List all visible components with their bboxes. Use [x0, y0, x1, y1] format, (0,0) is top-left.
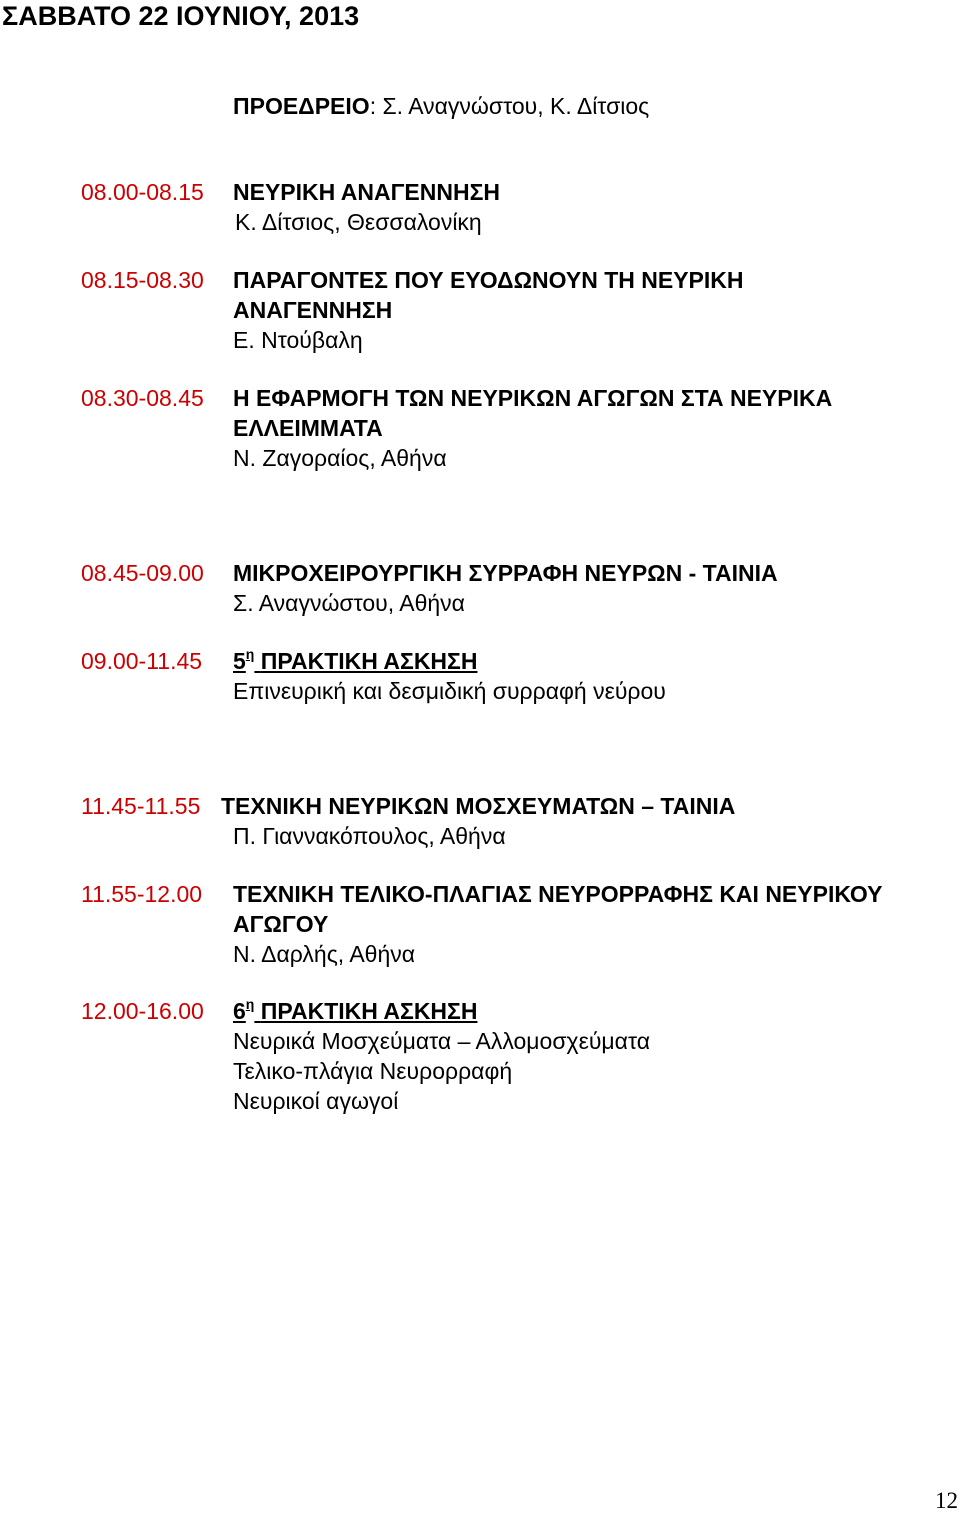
session-speaker: Ν. Ζαγοραίος, Αθήνα	[233, 445, 447, 471]
session-content	[233, 879, 958, 969]
session-title: Η ΕΦΑΡΜΟΓΗ ΤΩΝ ΝΕΥΡΙΚΩΝ ΑΓΩΓΩΝ ΣΤΑ ΝΕΥΡΙΚΑ	[233, 385, 833, 411]
session-title: ΤΕΧΝΙΚΗ ΤΕΛΙΚΟ-ΠΛΑΓΙΑΣ ΝΕΥΡΟΡΡΑΦΗΣ ΚΑΙ ΝΕΥΡΙΚΟΥ	[233, 881, 883, 907]
session-time: 08.30-08.45	[81, 385, 204, 411]
session-content	[233, 646, 958, 706]
chair-label: ΠΡΟΕΔΡΕΙΟ	[233, 93, 370, 119]
session-content	[233, 265, 958, 355]
session-content	[233, 558, 958, 618]
session-speaker: Π. Γιαννακόπουλος, Αθήνα	[233, 823, 506, 849]
session-time: 12.00-16.00	[81, 998, 204, 1024]
session-title: ΝΕΥΡΙΚΗ ΑΝΑΓΕΝΝΗΣΗ	[233, 179, 501, 205]
practical-title-line	[233, 646, 958, 676]
session-speaker: Σ. Αναγνώστου, Αθήνα	[233, 590, 465, 616]
session-content	[233, 383, 958, 473]
practical-detail: Επινευρική και δεσμιδική συρραφή νεύρου	[233, 678, 666, 704]
session-time: 09.00-11.45	[81, 648, 203, 674]
session-content	[221, 791, 946, 851]
session-title: ΕΛΛΕΙΜΜΑΤΑ	[233, 415, 383, 441]
practical-superscript: η	[245, 646, 255, 662]
session-title: ΜΙΚΡΟΧΕΙΡΟΥΡΓΙΚΗ ΣΥΡΡΑΦΗ ΝΕΥΡΩΝ - ΤΑΙΝΙΑ	[233, 560, 778, 586]
practical-detail: Τελικο-πλάγια Νευρορραφή	[233, 1058, 513, 1084]
session-title: ΤΕΧΝΙΚΗ ΝΕΥΡΙΚΩΝ ΜΟΣΧΕΥΜΑΤΩΝ – ΤΑΙΝΙΑ	[221, 793, 736, 819]
practical-title: ΠΡΑΚΤΙΚΗ ΑΣΚΗΣΗ	[260, 648, 478, 674]
session-speaker: Ν. Δαρλής, Αθήνα	[233, 941, 416, 967]
session-time: 08.15-08.30	[81, 267, 204, 293]
practical-detail: Νευρικοί αγωγοί	[233, 1088, 399, 1114]
session-content	[233, 996, 958, 1116]
chair-separator: :	[369, 93, 377, 119]
session-speaker: Κ. Δίτσιος, Θεσσαλονίκη	[235, 209, 482, 235]
session-time: 11.55-12.00	[81, 881, 203, 907]
practical-superscript: η	[245, 996, 255, 1012]
session-time: 08.45-09.00	[81, 560, 204, 586]
practical-title: ΠΡΑΚΤΙΚΗ ΑΣΚΗΣΗ	[260, 998, 478, 1024]
practical-number: 5	[233, 648, 246, 674]
chair-line	[233, 92, 649, 120]
session-title: ΑΝΑΓΕΝΝΗΣΗ	[233, 297, 393, 323]
session-content	[233, 177, 958, 237]
page-number: 12	[935, 1488, 958, 1513]
session-speaker: Ε. Ντούβαλη	[233, 327, 363, 353]
day-title: ΣΑΒΒΑΤΟ 22 ΙΟΥΝΙΟΥ, 2013	[2, 1, 360, 31]
session-title: ΠΑΡΑΓΟΝΤΕΣ ΠΟΥ ΕΥΟΔΩΝΟΥΝ ΤΗ ΝΕΥΡΙΚΗ	[233, 267, 744, 293]
practical-detail: Νευρικά Μοσχεύματα – Αλλομοσχεύματα	[233, 1028, 651, 1054]
session-time: 08.00-08.15	[81, 179, 204, 205]
chair-names: Σ. Αναγνώστου, Κ. Δίτσιος	[382, 93, 650, 119]
practical-title-line	[233, 996, 958, 1026]
session-title: ΑΓΩΓΟΥ	[233, 911, 329, 937]
practical-number: 6	[233, 998, 246, 1024]
session-time: 11.45-11.55	[81, 793, 201, 819]
